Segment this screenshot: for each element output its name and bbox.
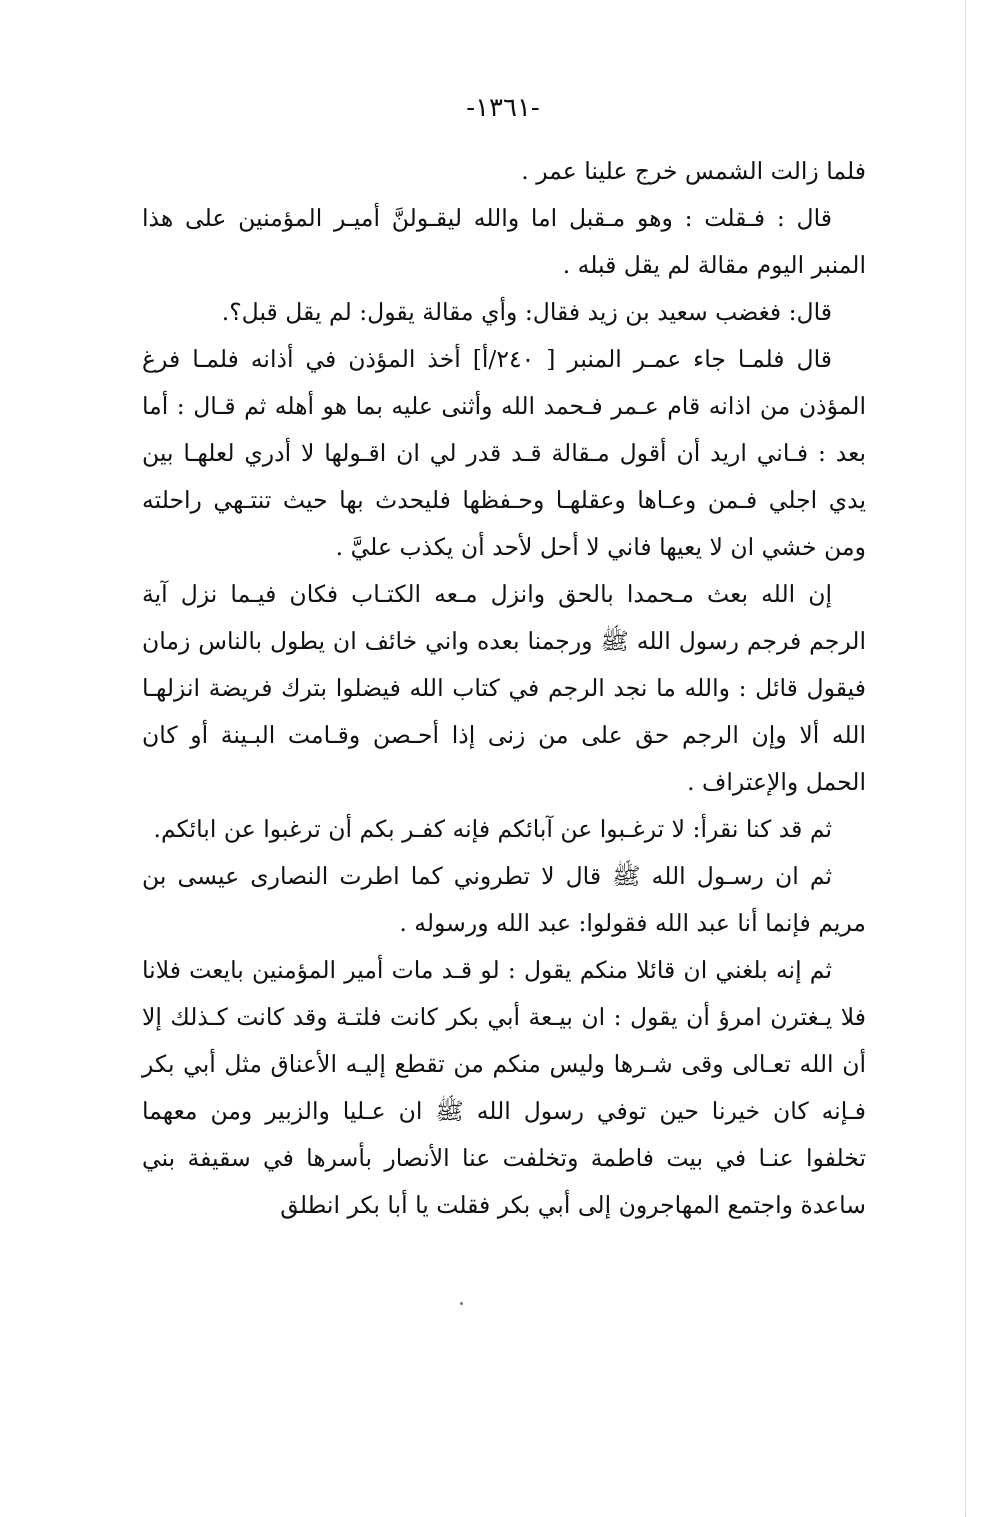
paragraph: قال فلمـا جاء عمـر المنبر [ ٢٤٠/أ] أخذ المؤذن في أذانه فلمـا فرغ المؤذن من اذانه قام عـمر فـحمد الله وأثنى عليه بما هو أهله ثم قـال : أما بعد : فـاني اريد أن أقول مـقالة قـد قدر لي ان اقـولها لا أدري لعلهـا بين يدي اجلي فـمن وعـاها وعقلهـا وحـفظها فليحدث بها حيث تنتـهي راحلته ومن خشي ان لا يعيها فاني لا أحل لأحد أن يكذب عليَّ .: [142, 345, 866, 561]
paragraph: إن الله بعث مـحمدا بالحق وانزل مـعه الكتـاب فكان فيـما نزل آية الرجم فرجم رسول الله ﷺ ورجمنا بعده واني خائف ان يطول بالناس زمان فيقول قائل : والله ما نجد الرجم في كتاب الله فيضلوا بترك فريضة انزلهـا الله ألا وإن الرجم حق على من زنى إذا أحـصن وقـامت البـينة أو كان الحمل والإعتراف .: [142, 580, 866, 796]
paragraph: قال: فغضب سعيد بن زيد فقال: وأي مقالة يقول: لم يقل قبل؟.: [221, 298, 832, 326]
page-edge-line: [965, 0, 966, 1517]
body-text: [142, 148, 866, 1229]
paragraph: ثم إنه بلغني ان قائلا منكم يقول : لو قـد مات أمير المؤمنين بايعت فلانا فلا يـغترن امرؤ أن يقول : ان بيـعة أبي بكر كانت فلتـة وقد كانت كـذلك إلا أن الله تعـالى وقى شـرها وليس منكم من تقطع إليـه الأعناق مثل أبي بكر فـإنه كان خيرنا حين توفي رسول الله ﷺ ان عـليا والزبير ومن معهما تخلفوا عنـا في بيت فاطمة وتخلفت عنا الأنصار بأسرها في سقيفة بني ساعدة واجتمع المهاجرون إلى أبي بكر فقلت يا أبا بكر انطلق: [142, 956, 866, 1219]
page-number: -١٣٦١-: [466, 93, 540, 123]
paragraph: ثم قد كنا نقرأ: لا ترغـبوا عن آبائكم فإنه كفـر بكم أن ترغبوا عن ابائكم.: [153, 815, 832, 843]
paragraph: قال : فـقلت : وهو مـقبل اما والله ليقـولنَّ أميـر المؤمنين على هذا المنبر اليوم مقالة لم يقل قبله .: [142, 204, 866, 279]
paragraph: فلما زالت الشمس خرج علينا عمر .: [521, 157, 866, 185]
paragraph: ثم ان رسـول الله ﷺ قال لا تطروني كما اطرت النصارى عيسى بن مريم فإنما أنا عبد الله فقولوا: عبد الله ورسوله .: [142, 862, 866, 937]
scan-speck: [460, 1302, 463, 1305]
